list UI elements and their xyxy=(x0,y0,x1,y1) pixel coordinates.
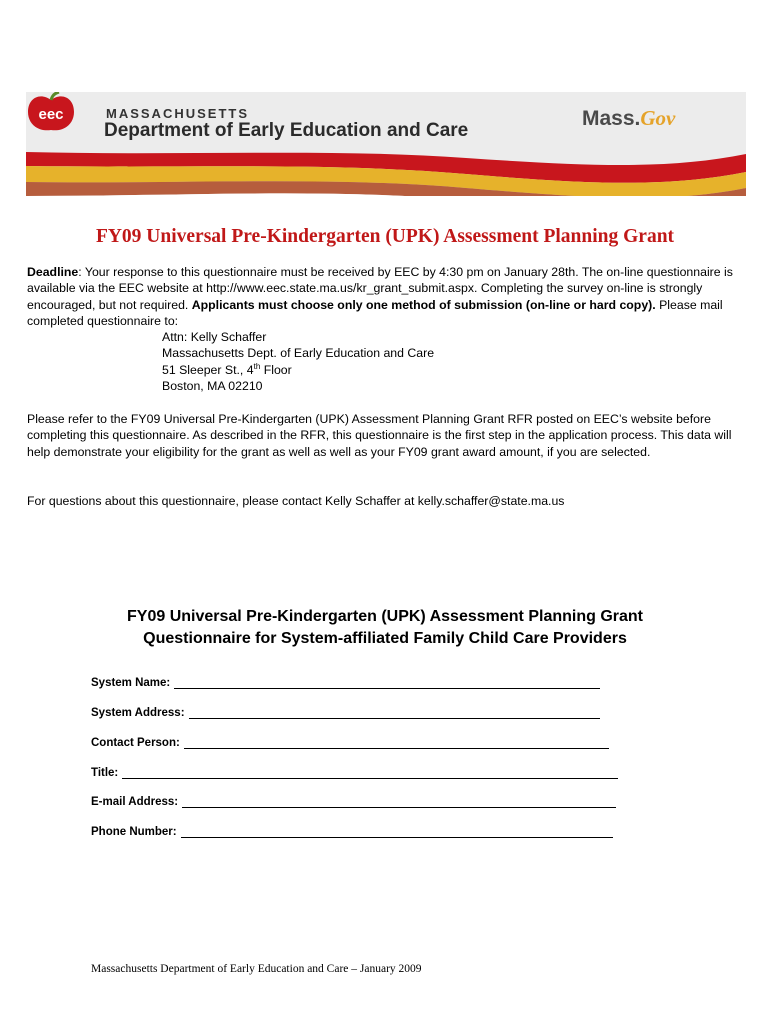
phone-input[interactable] xyxy=(181,827,613,838)
title-input[interactable] xyxy=(122,768,618,779)
field-label: System Name: xyxy=(91,677,171,689)
main-title: FY09 Universal Pre-Kindergarten (UPK) Assessment Planning Grant xyxy=(95,226,675,247)
questions-paragraph: For questions about this questionnaire, please contact Kelly Schaffer at kelly.schaffer@state.ma.us xyxy=(27,494,565,508)
field-phone xyxy=(91,826,613,838)
mass-gov-logo xyxy=(582,106,675,131)
field-system-name xyxy=(91,677,600,689)
dept-sub-title: MASSACHUSETTS xyxy=(106,106,250,121)
refer-paragraph: Please refer to the FY09 Universal Pre-Kindergarten (UPK) Assessment Planning Grant RFR posted on EEC’s website before completing this questionnaire. As described in the RFR, this questionnaire is the first step in the application process. This data will help demonstrate your eligibility for the grant as well as well as your FY09 grant award amount, if you are selected. xyxy=(27,412,732,459)
field-contact-person xyxy=(91,737,609,749)
field-label: E-mail Address: xyxy=(91,796,179,808)
questionnaire-title-line-2: Questionnaire for System-affiliated Family Child Care Providers xyxy=(143,629,627,647)
page-footer: Massachusetts Department of Early Education and Care – January 2009 xyxy=(91,963,422,975)
gov-text: Gov xyxy=(640,106,676,130)
address-city: Boston, MA 02210 xyxy=(162,379,263,394)
field-label: System Address: xyxy=(91,707,185,719)
dept-name: Department of Early Education and Care xyxy=(104,120,469,141)
logo-text: eec xyxy=(38,106,64,123)
deadline-label: Deadline xyxy=(27,265,79,279)
questionnaire-title-line-1: FY09 Universal Pre-Kindergarten (UPK) Assessment Planning Grant xyxy=(127,608,643,625)
mass-text: Mass. xyxy=(582,107,641,130)
field-label: Phone Number: xyxy=(91,826,177,838)
system-address-input[interactable] xyxy=(189,708,600,719)
email-input[interactable] xyxy=(182,797,616,808)
deadline-text-2: Please mail completed questionnaire to: xyxy=(27,297,723,329)
field-system-address xyxy=(91,707,600,719)
deadline-bold: Applicants must choose only one method of submission (on-line or hard copy). xyxy=(191,297,656,312)
field-title xyxy=(91,767,618,779)
address-street: 51 Sleeper St., 4th Floor xyxy=(162,361,292,377)
eec-apple-logo-icon xyxy=(26,92,76,132)
address-org: Massachusetts Dept. of Early Education and Care xyxy=(162,346,435,361)
field-label: Title: xyxy=(91,767,119,779)
contact-person-input[interactable] xyxy=(184,738,609,749)
deadline-text: : Your response to this questionnaire must be received by EEC by 4:30 pm on January 28th. The on-line questionnaire is available via the EEC website at http://www.eec.state.ma.us/kr_grant_submit.aspx. Completing the survey on-line is strongly encouraged, but not required. xyxy=(27,265,733,312)
address-attn: Attn: Kelly Schaffer xyxy=(162,330,267,344)
field-label: Contact Person: xyxy=(91,737,180,749)
deadline-paragraph xyxy=(27,264,747,330)
header-banner xyxy=(26,92,746,224)
questionnaire-title xyxy=(0,606,770,649)
system-name-input[interactable] xyxy=(174,678,600,689)
mailing-address xyxy=(162,329,434,395)
field-email xyxy=(91,796,616,808)
